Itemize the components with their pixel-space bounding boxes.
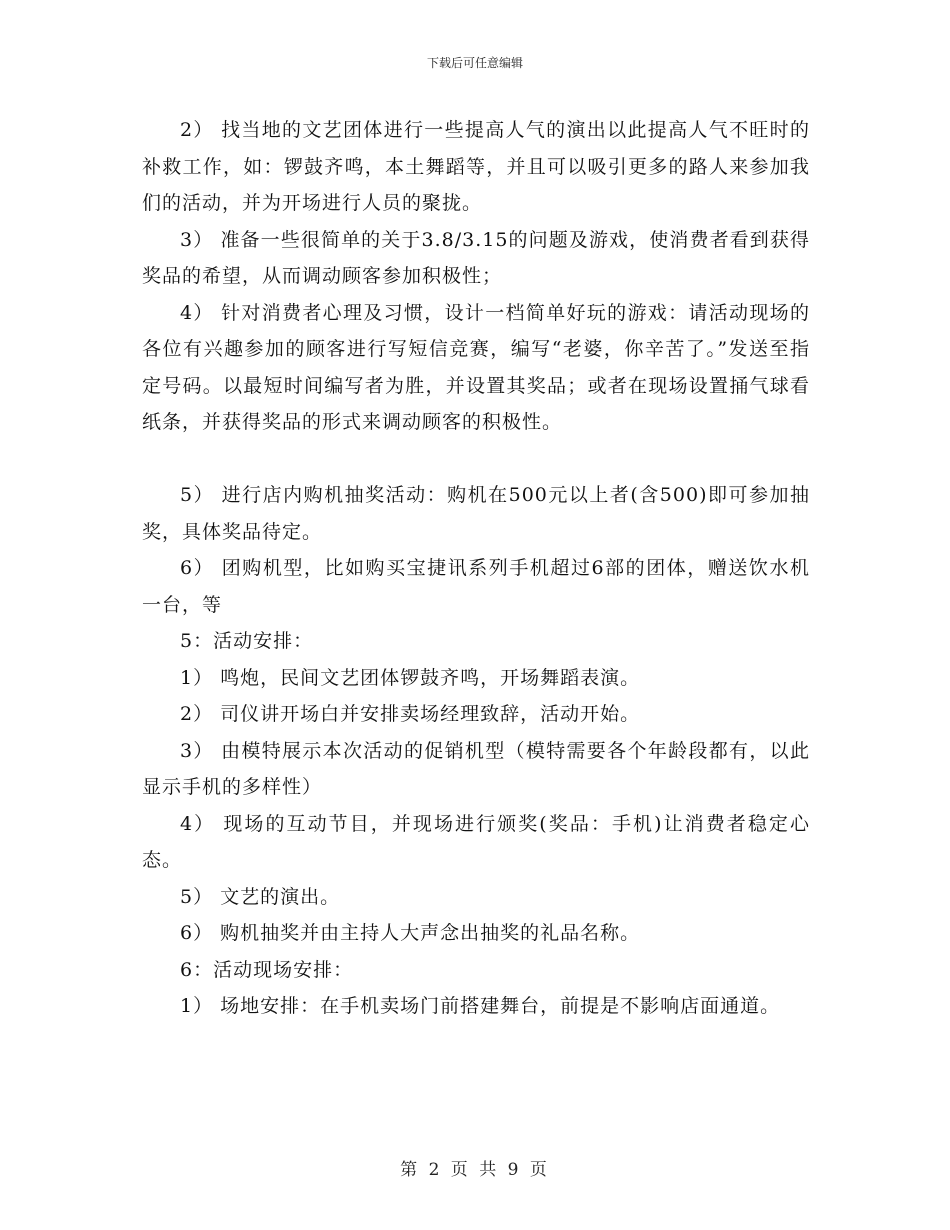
paragraph-item-3-quiz: 3） 准备一些很简单的关于3.8/3.15的问题及游戏，使消费者看到获得奖品的希望，从而调动顾客参加积极性；	[142, 228, 810, 287]
schedule-item-3: 3） 由模特展示本次活动的促销机型（模特需要各个年龄段都有，以此显示手机的多样性）	[142, 739, 810, 798]
schedule-item-4: 4） 现场的互动节目，并现场进行颁奖(奖品：手机)让消费者稳定心态。	[142, 812, 810, 871]
schedule-item-6: 6） 购机抽奖并由主持人大声念出抽奖的礼品名称。	[180, 922, 641, 944]
document-body	[142, 112, 810, 1025]
section-heading-schedule: 5：活动安排：	[180, 630, 314, 652]
paragraph-item-4-sms-game: 4） 针对消费者心理及习惯，设计一档简单好玩的游戏：请活动现场的各位有兴趣参加的顾客进行写短信竞赛，编写“老婆，你辛苦了。”发送至指定号码。以最短时间编写者为胜，并设置其奖品；或者在现场设置捅气球看纸条，并获得奖品的形式来调动顾客的积极性。	[142, 301, 810, 433]
schedule-item-5: 5） 文艺的演出。	[180, 885, 341, 908]
page-header: 下载后可任意编辑	[426, 56, 523, 70]
schedule-item-2: 2） 司仪讲开场白并安排卖场经理致辞，活动开始。	[180, 703, 641, 725]
section-heading-site-arrangement: 6：活动现场安排：	[180, 958, 354, 981]
site-item-1: 1） 场地安排：在手机卖场门前搭建舞台，前提是不影响店面通道。	[180, 995, 781, 1017]
paragraph-item-6-group-buy: 6） 团购机型，比如购买宝捷讯系列手机超过6部的团体，赠送饮水机一台，等	[142, 557, 810, 616]
schedule-item-1: 1） 鸣炮，民间文艺团体锣鼓齐鸣，开场舞蹈表演。	[180, 666, 641, 689]
paragraph-item-2-performance: 2） 找当地的文艺团体进行一些提高人气的演出以此提高人气不旺时的补救工作，如：锣鼓齐鸣，本土舞蹈等，并且可以吸引更多的路人来参加我们的活动，并为开场进行人员的聚拢。	[142, 119, 810, 214]
paragraph-item-5-lottery: 5） 进行店内购机抽奖活动：购机在500元以上者(含500)即可参加抽奖，具体奖品待定。	[142, 484, 810, 543]
page-footer: 第 2 页 共 9 页	[400, 1160, 550, 1180]
blank-line	[142, 441, 810, 478]
